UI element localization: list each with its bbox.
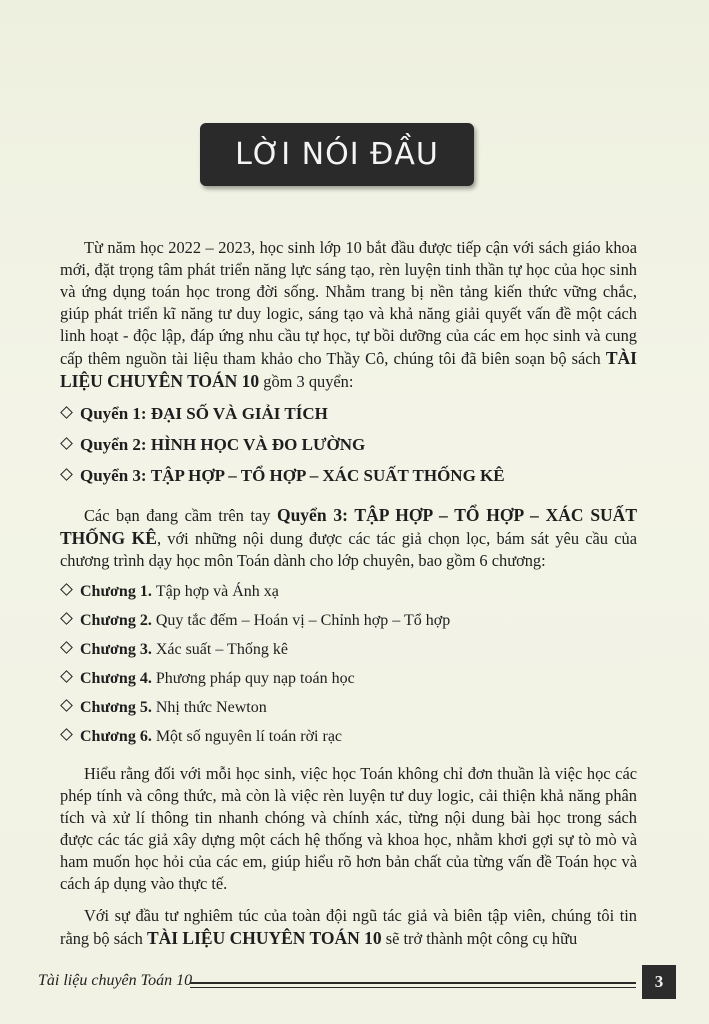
chapter-title: Tập hợp và Ánh xạ — [155, 583, 279, 600]
diamond-bullet-icon — [60, 468, 73, 481]
list-item — [60, 434, 637, 465]
list-item — [60, 403, 637, 434]
page-footer — [38, 970, 678, 1000]
volume3-paragraph — [60, 504, 637, 572]
volume-title: HÌNH HỌC VÀ ĐO LƯỜNG — [150, 435, 366, 454]
intro-paragraph — [60, 237, 637, 393]
volume-label: Quyển 1: — [80, 404, 147, 423]
list-item — [60, 697, 637, 726]
footer-rule — [190, 982, 636, 984]
book-name: TÀI LIỆU CHUYÊN TOÁN 10 — [60, 348, 637, 391]
list-item — [60, 465, 637, 496]
volume-title: ĐẠI SỐ VÀ GIẢI TÍCH — [150, 404, 328, 423]
chapter-title: Nhị thức Newton — [155, 699, 267, 716]
p4-end: sẽ trở thành một công cụ hữu — [381, 929, 578, 948]
book-name: TÀI LIỆU CHUYÊN TOÁN 10 — [146, 928, 382, 948]
diamond-bullet-icon — [60, 583, 73, 596]
diamond-bullet-icon — [60, 728, 73, 741]
list-item — [60, 610, 637, 639]
chapter-label: Chương 1. — [80, 583, 152, 600]
chapter-title: Xác suất – Thống kê — [155, 641, 288, 658]
volume-title: TẬP HỢP – TỔ HỢP – XÁC SUẤT THỐNG KÊ — [150, 466, 505, 485]
volume-label: Quyển 2: — [80, 435, 147, 454]
p2-start: Các bạn đang cầm trên tay — [84, 506, 277, 525]
running-title: Tài liệu chuyên Toán 10 — [38, 972, 193, 989]
closing-paragraph — [60, 905, 637, 950]
chapter-label: Chương 4. — [80, 670, 152, 687]
list-item — [60, 726, 637, 755]
footer-rule — [190, 987, 636, 988]
list-item — [60, 668, 637, 697]
preface-body — [60, 237, 637, 950]
chapter-title: Quy tắc đếm – Hoán vị – Chỉnh hợp – Tổ hợp — [155, 612, 451, 629]
volume-list — [60, 403, 637, 496]
chapter-title: Một số nguyên lí toán rời rạc — [155, 728, 343, 745]
diamond-bullet-icon — [60, 641, 73, 654]
paragraph-spacer — [60, 895, 637, 905]
p4-start: Với sự đầu tư nghiêm túc của toàn đội ngũ tác giả và biên tập viên, chúng tôi tin rằng bộ sách — [60, 906, 637, 948]
list-item — [60, 581, 637, 610]
diamond-bullet-icon — [60, 612, 73, 625]
heading-banner — [200, 123, 474, 186]
diamond-bullet-icon — [60, 699, 73, 712]
page-title: LỜI NÓI ĐẦU — [235, 137, 439, 172]
chapter-list — [60, 581, 637, 755]
diamond-bullet-icon — [60, 406, 73, 419]
volume3-name: Quyển 3: TẬP HỢP – TỔ HỢP – XÁC SUẤT THỐNG KÊ — [60, 505, 637, 548]
chapter-label: Chương 2. — [80, 612, 152, 629]
chapter-label: Chương 3. — [80, 641, 152, 658]
diamond-bullet-icon — [60, 670, 73, 683]
list-item — [60, 639, 637, 668]
diamond-bullet-icon — [60, 437, 73, 450]
chapter-title: Phương pháp quy nạp toán học — [155, 670, 355, 687]
chapter-label: Chương 6. — [80, 728, 152, 745]
chapter-label: Chương 5. — [80, 699, 152, 716]
intro-text: Từ năm học 2022 – 2023, học sinh lớp 10 bắt đầu được tiếp cận với sách giáo khoa mới, đặt trọng tâm phát triển năng lực sáng tạo, rèn luyện tinh thần tự học của học sinh và ứng dụng toán học trong đời sống. Nhằm trang bị nền tảng kiến thức vững chắc, giúp phát triển kĩ năng tư duy logic, sáng tạo và khả năng giải quyết vấn đề một cách linh hoạt - độc lập, đáp ứng nhu cầu tự học, tự bồi dưỡng của các em học sinh và cung cấp thêm nguồn tài liệu tham khảo cho Thầy Cô, chúng tôi đã biên soạn bộ sách — [60, 238, 637, 368]
purpose-paragraph: Hiểu rằng đối với mỗi học sinh, việc học Toán không chỉ đơn thuần là việc học các phép tính và công thức, mà còn là việc rèn luyện tư duy logic, cải thiện khả năng phân tích và xử lí thông tin nhanh chóng và chính xác, từng nội dung bài học trong sách được các tác giả xây dựng một cách hệ thống và khoa học, nhằm khơi gợi sự tò mò và ham muốn học hỏi của các em, giúp hiểu rõ hơn bản chất của từng vấn đề Toán học và cách áp dụng vào thực tế. — [60, 764, 637, 893]
p2-end: , với những nội dung được các tác giả chọn lọc, bám sát yêu cầu của chương trình dạy học môn Toán dành cho lớp chuyên, bao gồm 6 chương: — [60, 529, 637, 570]
page-number-badge: 3 — [642, 965, 676, 999]
volume-label: Quyển 3: — [80, 466, 147, 485]
intro-text-end: gồm 3 quyển: — [259, 372, 354, 391]
